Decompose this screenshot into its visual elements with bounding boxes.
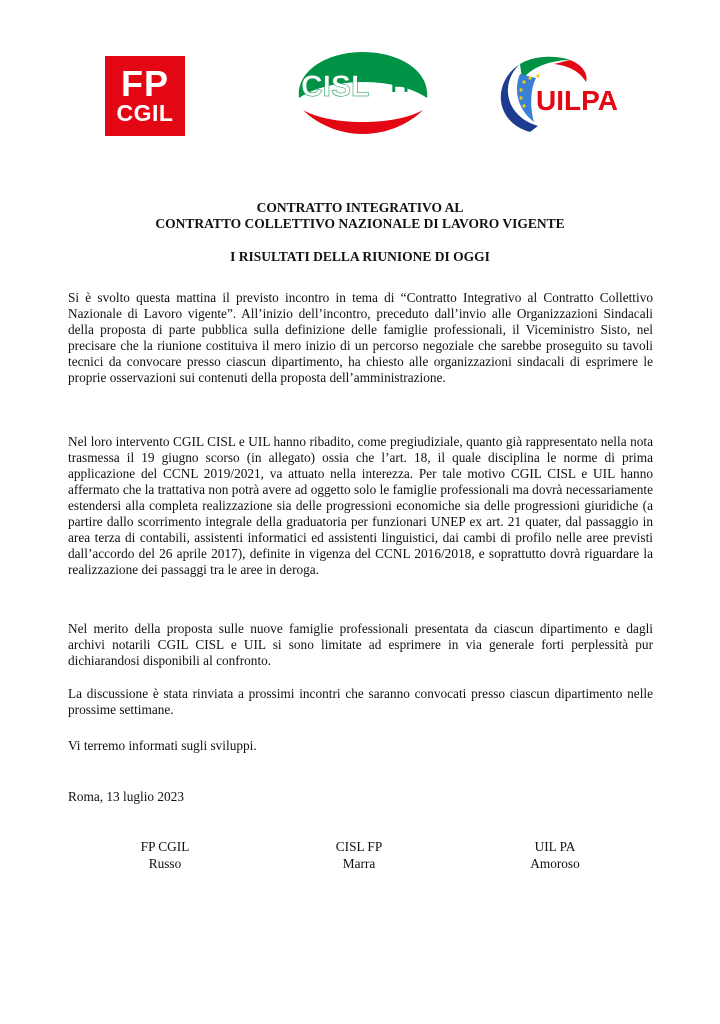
signature-name: Russo — [148, 856, 182, 871]
signature-org: CISL FP — [335, 839, 383, 854]
signature-org: FP CGIL — [140, 839, 190, 854]
cisl-logo-text: CISL — [301, 70, 370, 103]
signature-name: Amoroso — [530, 856, 580, 871]
title-line-1: CONTRATTO INTEGRATIVO AL — [256, 200, 464, 215]
title-line-2: CONTRATTO COLLETTIVO NAZIONALE DI LAVORO VIGENTE — [155, 216, 565, 231]
subtitle: I RISULTATI DELLA RIUNIONE DI OGGI — [230, 249, 490, 264]
fp-cgil-logo — [105, 56, 185, 136]
signature-fp-cgil — [105, 838, 225, 872]
paragraph-4: La discussione è stata rinviata a prossimi incontri che saranno convocati presso ciascun dipartimento nelle prossime settimane. — [68, 686, 653, 717]
paragraph-5: Vi terremo informati sugli sviluppi. — [68, 738, 257, 753]
uilpa-logo — [490, 52, 620, 142]
signature-uil-pa — [495, 838, 615, 872]
cisl-fp-logo — [293, 48, 433, 138]
signature-org: UIL PA — [534, 839, 576, 854]
cisl-logo-suffix: FP — [391, 75, 417, 97]
paragraph-2: Nel loro intervento CGIL CISL e UIL hanno ribadito, come pregiudiziale, quanto già rappresentato nella nota trasmessa il 19 giugno scorso (in allegato) ossia che l’art. 18, il quale disciplina le norme di prima applicazione del CCNL 2019/2021, va attuato nella interezza. Per tale motivo CGIL CISL e UIL hanno affermato che la trattativa non potrà avere ad oggetto solo le famiglie professionali ma dovrà necessariamente estendersi alla completa realizzazione sia delle progressioni economiche sia delle progressioni giuridiche (a partire dallo scorrimento integrale della graduatoria per funzionari UNEP ex art. 21 quater, dal passaggio in area terza di contabili, assistenti informatici ed assistenti linguistici, dai cambi di profilo nelle aree previsti dall’accordo del 26 aprile 2017), definite in vigenza del CCNL 2016/2018, e soprattutto dovrà riguardare la realizzazione dei passaggi tra le aree in deroga. — [68, 434, 653, 577]
paragraph-1: Si è svolto questa mattina il previsto incontro in tema di “Contratto Integrativo al Contratto Collettivo Nazionale di Lavoro vigente”. All’inizio dell’incontro, preceduto dall’invio alle Organizzazioni Sindacali della proposta di parte pubblica sulla definizione delle famiglie professionali, il Viceministro Sisto, nel precisare che la riunione costituiva il mero inizio di un percorso negoziale che sarebbe proseguito su tavoli tecnici da convocare presso ciascun dipartimento, ha chiesto alle organizzazioni sindacali di esprimere le proprie osservazioni sui contenuti della proposta dell’amministrazione. — [68, 290, 653, 385]
signature-cisl-fp — [299, 838, 419, 872]
fp-cgil-logo-line1: FP — [120, 63, 169, 104]
signature-name: Marra — [342, 856, 376, 871]
fp-cgil-logo-line2: CGIL — [116, 100, 174, 126]
paragraph-3: Nel merito della proposta sulle nuove famiglie professionali presentata da ciascun dipartimento e dagli archivi notarili CGIL CISL e UIL si sono limitate ad esprimere in via generale forti perplessità pur dichiarandosi disponibili al confronto. — [68, 621, 653, 668]
date-place: Roma, 13 luglio 2023 — [68, 789, 184, 804]
uilpa-logo-text: UILPA — [536, 85, 618, 116]
